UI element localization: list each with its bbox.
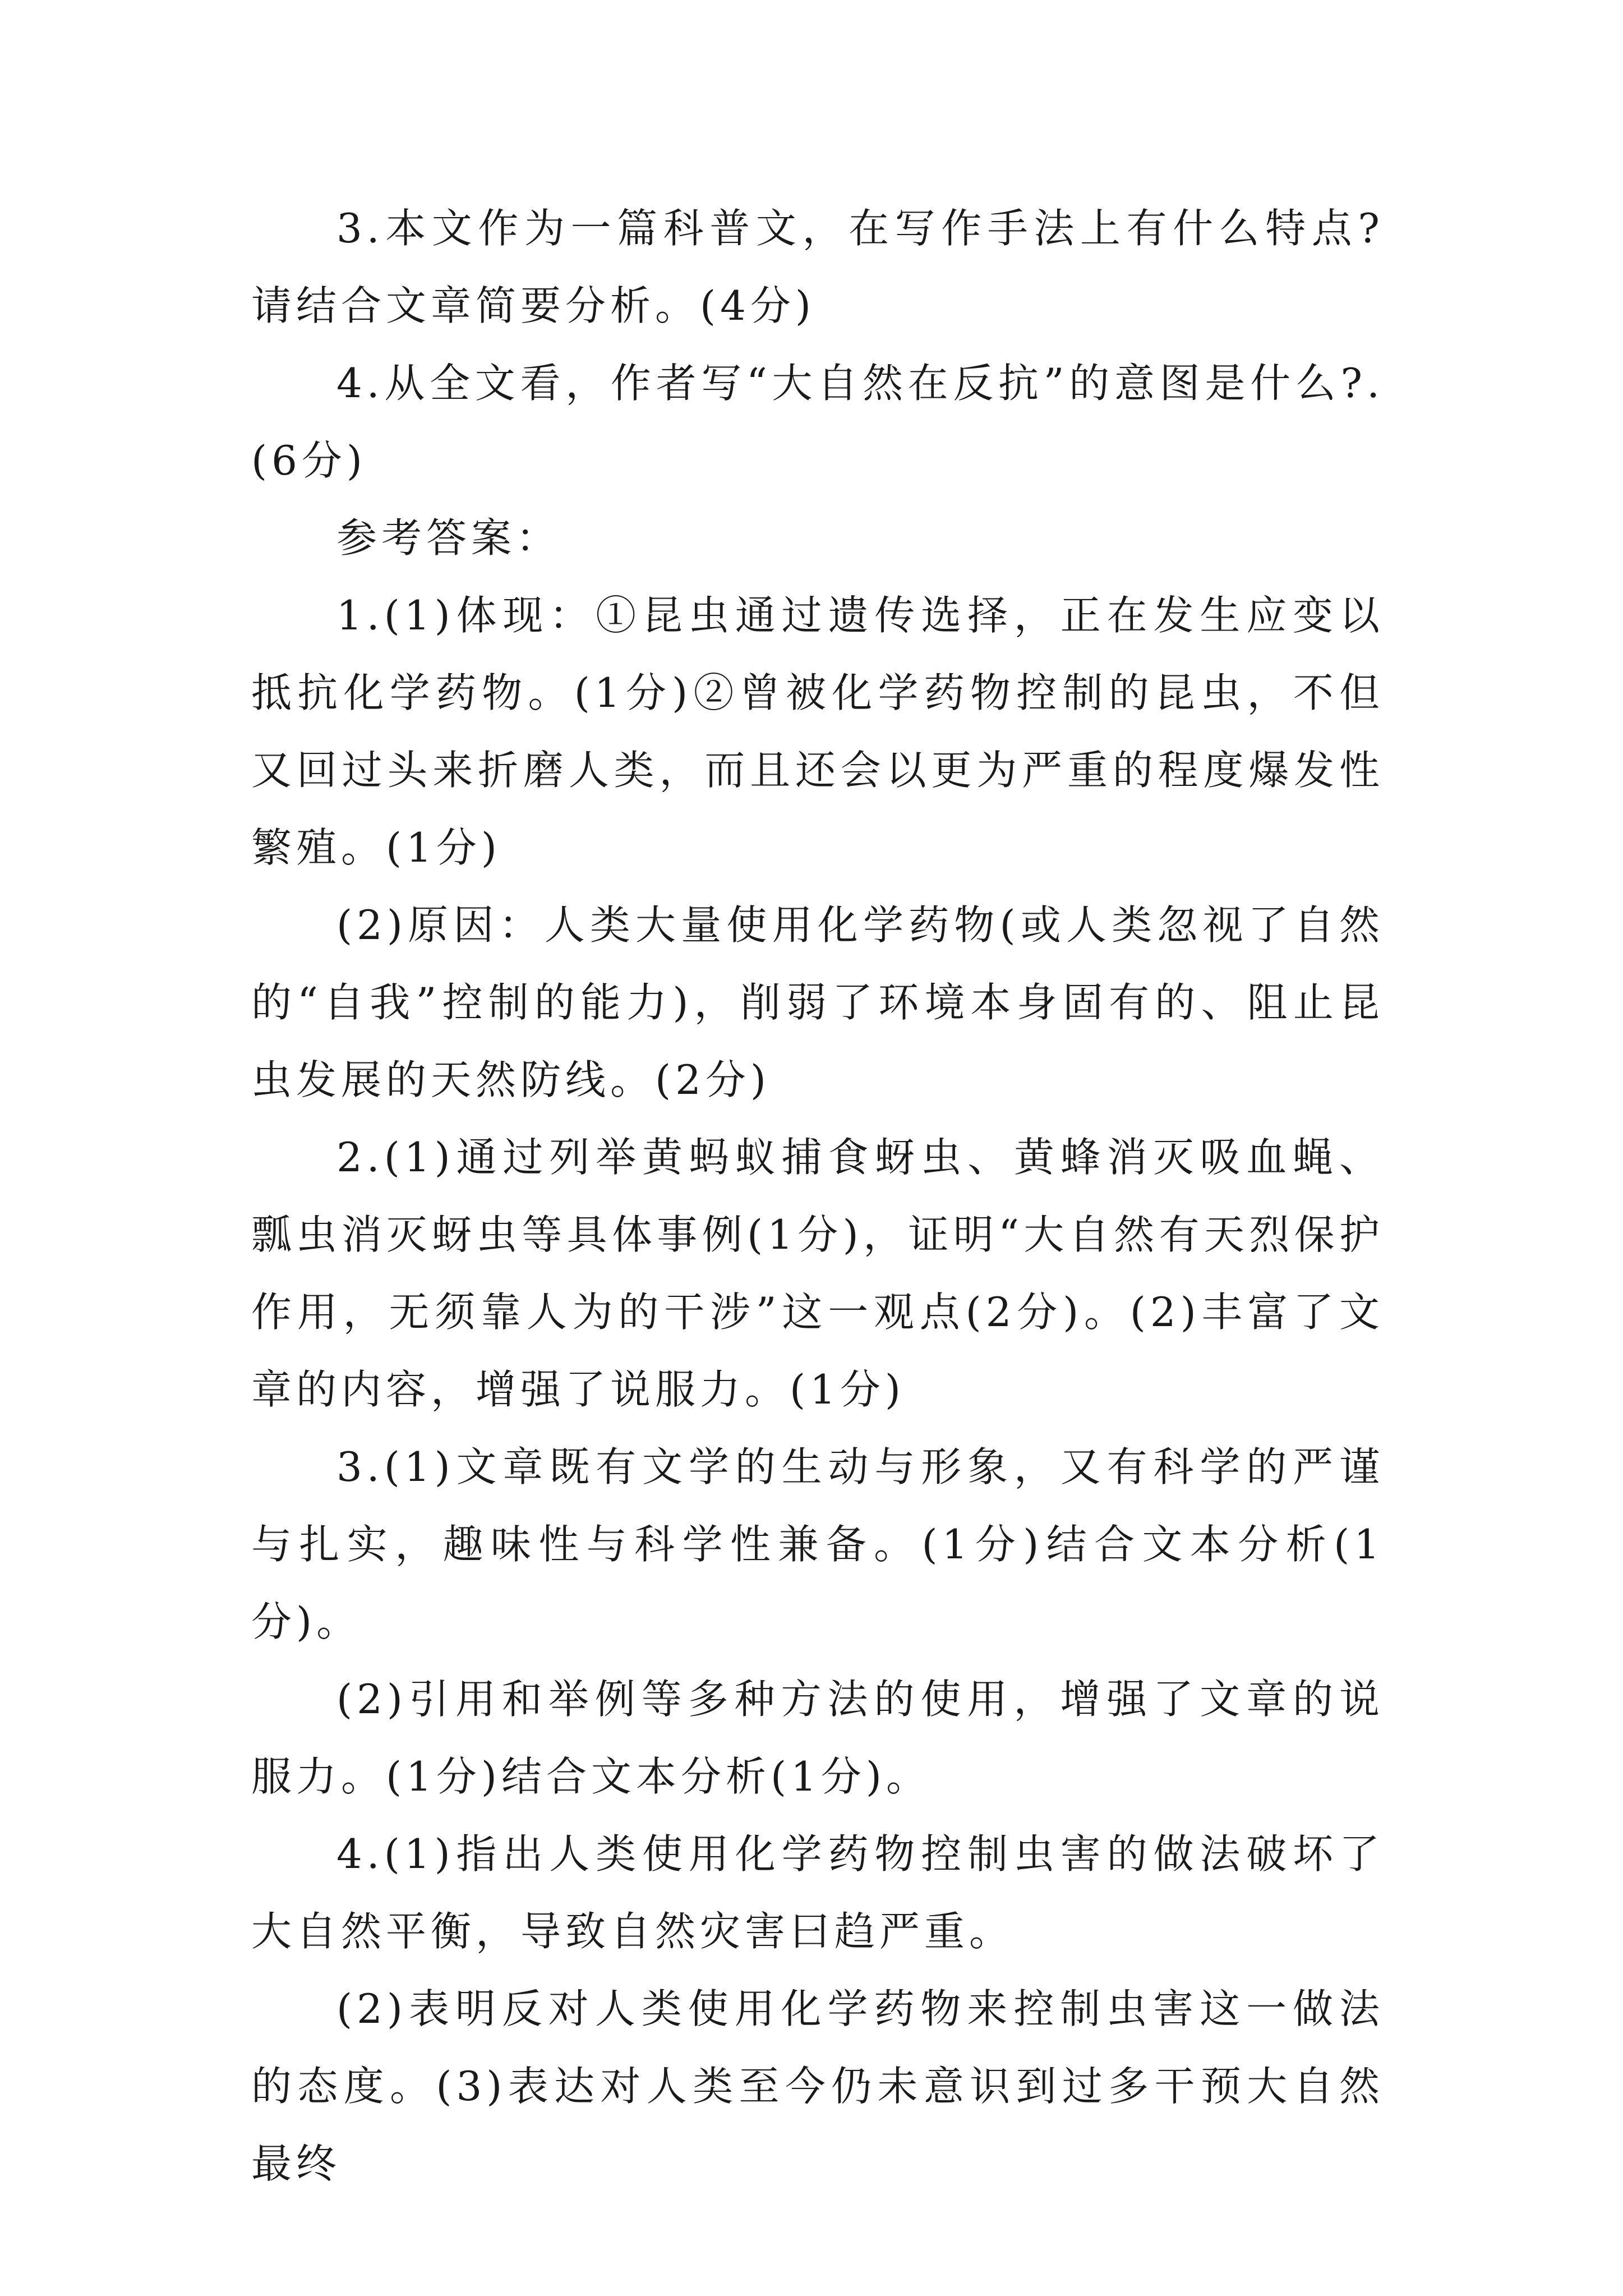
paragraph-answer-1-1: 1.(1)体现：①昆虫通过遗传选择，正在发生应变以抵抗化学药物。(1分)②曾被化学药物控制的昆虫，不但又回过头来折磨人类，而且还会以更为严重的程度爆发性繁殖。(1分) [251, 592, 1384, 871]
answers-heading: 参考答案： [336, 514, 561, 562]
document-body [251, 190, 1384, 2202]
paragraph-question-4: 4.从全文看，作者写“大自然在反抗”的意图是什么?.(6分) [251, 360, 1384, 484]
paragraph-answer-3-2: (2)引用和举例等多种方法的使用，增强了文章的说服力。(1分)结合文本分析(1分)。 [251, 1676, 1384, 1800]
paragraph-answer-4-1: 4.(1)指出人类使用化学药物控制虫害的做法破坏了大自然平衡，导致自然灾害曰趋严重。 [251, 1830, 1384, 1955]
paragraph-answer-2: 2.(1)通过列举黄蚂蚁捕食蚜虫、黄蜂消灭吸血蝇、瓢虫消灭蚜虫等具体事例(1分)，证明“大自然有天烈保护作用，无须靠人为的干涉”这一观点(2分)。(2)丰富了文章的内容，增强了说服力。(1分) [251, 1134, 1384, 1413]
paragraph-question-3: 3.本文作为一篇科普文，在写作手法上有什么特点?请结合文章简要分析。(4分) [251, 205, 1384, 329]
paragraph-answer-4-2: (2)表明反对人类使用化学药物来控制虫害这一做法的态度。(3)表达对人类至今仍未意识到过多干预大自然最终 [251, 1985, 1384, 2187]
paragraph-answer-3-1: 3.(1)文章既有文学的生动与形象，又有科学的严谨与扎实，趣味性与科学性兼备。(1分)结合文本分析(1分)。 [251, 1443, 1384, 1645]
paragraph-answer-1-2: (2)原因：人类大量使用化学药物(或人类忽视了自然的“自我”控制的能力)，削弱了环境本身固有的、阻止昆虫发展的天然防线。(2分) [251, 901, 1384, 1103]
